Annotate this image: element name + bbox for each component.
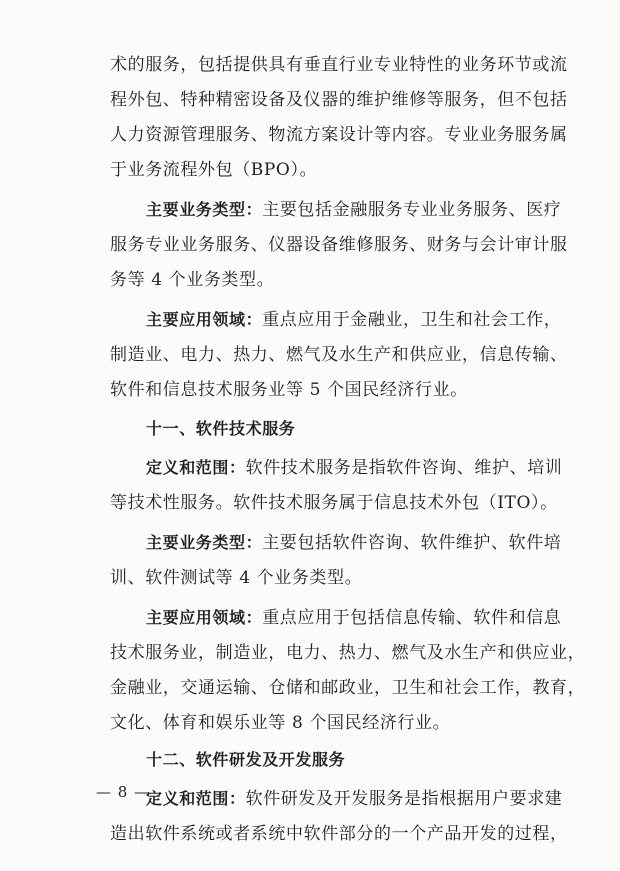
paragraph-label: 主要业务类型： [146, 533, 263, 552]
body-line: 制造业、电力、热力、燃气及水生产和供应业，信息传输、 [110, 345, 568, 365]
body-line: 造出软件系统或者系统中软件部分的一个产品开发的过程， [110, 824, 568, 844]
page-number: — 8 — [96, 783, 151, 801]
paragraph-text: 重点应用于包括信息传输、软件和信息 [262, 608, 562, 628]
body-line: 术的服务，包括提供具有垂直行业专业特性的业务环节或流 [110, 55, 568, 75]
paragraph-first-line [146, 199, 562, 221]
paragraph-text: 主要包括金融服务专业业务服务、医疗 [262, 200, 562, 220]
paragraph-label: 主要业务类型： [146, 200, 263, 219]
paragraph-label: 定义和范围： [146, 789, 246, 808]
body-line: 于业务流程外包（BPO）。 [110, 160, 318, 180]
paragraph-first-line [146, 309, 562, 331]
paragraph-label: 主要应用领域： [146, 310, 263, 329]
section-heading: 十一、软件技术服务 [146, 419, 296, 438]
paragraph-text: 重点应用于金融业，卫生和社会工作， [262, 310, 562, 330]
body-line: 服务专业业务服务、仪器设备维修服务、财务与会计审计服 [110, 235, 568, 255]
paragraph-text: 主要包括软件咨询、软件维护、软件培 [262, 533, 562, 553]
body-line: 技术服务业，制造业，电力、热力、燃气及水生产和供应业， [110, 643, 586, 663]
body-line: 等技术性服务。软件技术服务属于信息技术外包（ITO）。 [110, 493, 558, 513]
paragraph-text: 软件研发及开发服务是指根据用户要求建 [245, 789, 563, 809]
paragraph-first-line [146, 532, 562, 554]
paragraph-text: 软件技术服务是指软件咨询、维护、培训 [245, 458, 563, 478]
paragraph-first-line [146, 607, 562, 629]
body-line: 人力资源管理服务、物流方案设计等内容。专业业务服务属 [110, 125, 568, 145]
body-line: 金融业，交通运输、仓储和邮政业，卫生和社会工作，教育， [110, 678, 586, 698]
body-line: 软件和信息技术服务业等 5 个国民经济行业。 [110, 380, 468, 400]
paragraph-first-line [146, 788, 563, 810]
paragraph-first-line [146, 457, 563, 479]
body-line: 务等 4 个业务类型。 [110, 270, 275, 290]
section-heading: 十二、软件研发及开发服务 [146, 750, 346, 769]
paragraph-label: 主要应用领域： [146, 608, 263, 627]
body-line: 程外包、特种精密设备及仪器的维护维修等服务，但不包括 [110, 90, 568, 110]
body-line: 文化、体育和娱乐业等 8 个国民经济行业。 [110, 713, 451, 733]
body-line: 训、软件测试等 4 个业务类型。 [110, 568, 363, 588]
paragraph-label: 定义和范围： [146, 458, 246, 477]
